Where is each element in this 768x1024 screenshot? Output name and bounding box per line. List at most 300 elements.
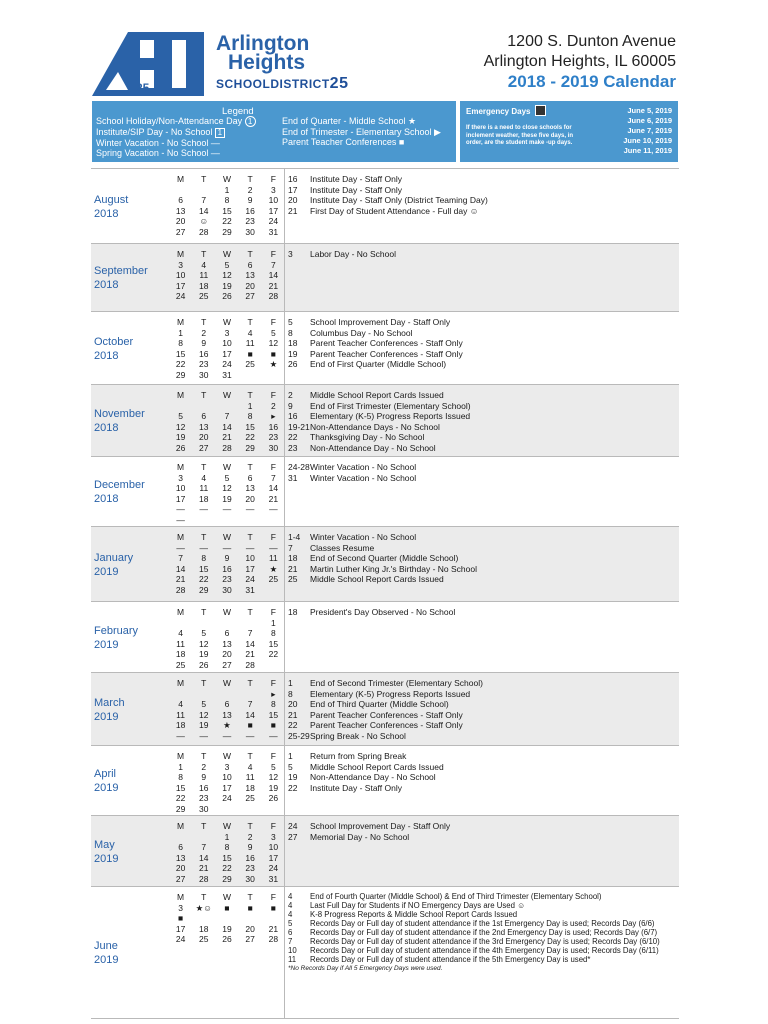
event-date: 1 xyxy=(288,678,293,688)
day-cell: 13 xyxy=(245,270,255,281)
day-cell: 18 xyxy=(175,720,186,731)
event-date: 19-21 xyxy=(288,421,310,432)
day-cell: 14 xyxy=(245,709,255,720)
emergency-dates xyxy=(623,106,672,156)
event-text: Thanksgiving Day - No School xyxy=(310,432,425,442)
event-date: 22 xyxy=(288,432,298,442)
day-cell: 13 xyxy=(245,483,255,494)
month-name: October xyxy=(94,336,134,348)
month-year: 2018 xyxy=(94,279,119,291)
day-cell: — xyxy=(222,730,232,741)
event-item xyxy=(288,249,396,260)
day-cell: 14 xyxy=(245,638,255,649)
month-grid xyxy=(169,462,285,525)
day-cell: 26 xyxy=(199,659,209,670)
weekday-header: F xyxy=(270,249,276,260)
legend-left-column xyxy=(96,116,256,159)
day-cell: 21 xyxy=(268,923,279,934)
month-name: April xyxy=(94,768,117,780)
month-row-november xyxy=(91,385,679,457)
weekday-header: F xyxy=(270,751,276,762)
event-item xyxy=(288,432,471,443)
day-cell xyxy=(239,370,262,381)
month-name: January xyxy=(94,552,134,564)
event-date: 19 xyxy=(288,348,298,359)
weekday-header: M xyxy=(177,174,185,185)
legend-item: School Holiday/Non-Attendance Day 1 xyxy=(96,116,256,127)
box-mark-icon: 1 xyxy=(215,128,225,138)
month-label xyxy=(94,407,145,435)
month-row-january xyxy=(91,527,679,602)
day-cell: ☺ xyxy=(199,216,209,227)
event-item xyxy=(288,359,463,370)
district-logo-icon xyxy=(88,30,210,98)
event-date: 5 xyxy=(288,919,293,928)
day-cell: 29 xyxy=(175,803,186,814)
day-cell: 7 xyxy=(201,195,207,206)
month-grid xyxy=(169,317,285,380)
day-cell xyxy=(262,913,285,924)
event-item xyxy=(288,390,471,401)
day-cell: 28 xyxy=(199,226,209,237)
event-item xyxy=(288,401,471,412)
month-name: March xyxy=(94,697,125,709)
weekday-header: T xyxy=(201,607,207,618)
event-text: End of Second Quarter (Middle School) xyxy=(310,553,459,563)
day-cell: 1 xyxy=(271,617,276,628)
day-cell: 15 xyxy=(175,348,186,359)
event-date: 22 xyxy=(288,782,298,793)
weekday-header: F xyxy=(270,678,276,689)
day-cell: 22 xyxy=(268,649,279,660)
address-line2: Arlington Heights, IL 60005 xyxy=(483,53,676,70)
day-cell: 6 xyxy=(178,842,183,853)
day-cell: 9 xyxy=(224,553,230,564)
day-cell: 9 xyxy=(201,772,207,783)
month-name: May xyxy=(94,839,115,851)
day-cell: 10 xyxy=(268,195,279,206)
day-cell: ★ xyxy=(223,720,231,731)
day-cell: 29 xyxy=(222,226,232,237)
day-cell: ■ xyxy=(178,913,184,924)
day-cell: 18 xyxy=(199,923,209,934)
day-cell: 16 xyxy=(199,348,209,359)
circle-mark-icon: 1 xyxy=(245,116,256,127)
day-cell: 27 xyxy=(245,934,255,945)
event-item xyxy=(288,919,660,928)
day-cell: 16 xyxy=(245,205,255,216)
month-year: 2018 xyxy=(94,422,119,434)
weekday-header: F xyxy=(270,892,276,903)
day-cell: 1 xyxy=(224,831,230,842)
event-item xyxy=(288,174,488,185)
day-cell: 10 xyxy=(175,270,186,281)
district-name-line2: Heights xyxy=(228,51,306,74)
day-cell: 6 xyxy=(224,628,230,639)
event-date: 22 xyxy=(288,720,298,730)
day-cell: 31 xyxy=(268,873,279,884)
day-cell xyxy=(215,913,238,924)
weekday-header: M xyxy=(177,462,185,473)
month-grid xyxy=(169,390,285,453)
event-text: End of Second Trimester (Elementary School) xyxy=(310,678,483,688)
day-cell: 13 xyxy=(222,638,232,649)
month-year: 2019 xyxy=(94,639,119,651)
event-date: 3 xyxy=(288,249,293,259)
day-cell: 17 xyxy=(222,348,232,359)
event-date: 19 xyxy=(288,772,298,782)
emergency-date: June 5, 2019 xyxy=(627,106,672,115)
weekday-header: T xyxy=(247,174,253,185)
event-item xyxy=(288,607,455,618)
day-cell: 13 xyxy=(199,421,209,432)
day-cell: 20 xyxy=(245,280,255,291)
day-cell: 21 xyxy=(222,432,232,443)
event-list xyxy=(288,390,471,453)
weekday-header: T xyxy=(201,532,207,543)
legend-item: Winter Vacation - No School — xyxy=(96,137,220,148)
event-date: 31 xyxy=(288,472,298,483)
day-cell: 1 xyxy=(178,327,183,338)
day-cell: 30 xyxy=(245,226,255,237)
day-cell: 24 xyxy=(268,863,279,874)
school-district-text: SCHOOLDISTRICT xyxy=(216,77,330,91)
day-cell: 11 xyxy=(268,553,278,564)
district-name-line1: Arlington xyxy=(216,32,310,55)
month-label xyxy=(94,193,128,221)
day-cell: 19 xyxy=(268,782,279,793)
day-cell: 4 xyxy=(201,472,207,483)
day-cell: 11 xyxy=(176,709,185,720)
day-cell: 20 xyxy=(222,649,232,660)
month-label xyxy=(94,335,133,363)
day-cell: 10 xyxy=(175,483,186,494)
event-item xyxy=(288,443,471,454)
event-date: 18 xyxy=(288,607,298,617)
event-date: 25 xyxy=(288,574,298,584)
day-cell: ■ xyxy=(224,902,230,913)
day-cell: 7 xyxy=(247,699,253,710)
weekday-header: T xyxy=(247,462,253,473)
legend-title: Legend xyxy=(222,106,254,117)
day-cell: 8 xyxy=(271,699,276,710)
event-list xyxy=(288,532,477,585)
day-cell: 3 xyxy=(224,327,230,338)
event-item xyxy=(288,195,488,206)
day-cell: 28 xyxy=(245,659,255,670)
event-item xyxy=(288,317,463,328)
day-cell: 30 xyxy=(222,584,232,595)
day-cell: 13 xyxy=(175,852,186,863)
day-cell: 7 xyxy=(224,411,230,422)
day-cell xyxy=(215,401,238,412)
weekday-header: W xyxy=(222,821,231,832)
day-cell: 25 xyxy=(245,359,255,370)
event-text: End of Fourth Quarter (Middle School) & End of Third Trimester (Elementary School) xyxy=(310,892,602,901)
event-date: 21 xyxy=(288,563,298,574)
event-date: 27 xyxy=(288,831,298,842)
emergency-day-icon xyxy=(535,105,546,116)
day-cell: 3 xyxy=(178,472,183,483)
event-item xyxy=(288,328,463,339)
day-cell: 11 xyxy=(245,338,255,349)
event-text: Institute Day - Staff Only xyxy=(310,782,402,793)
day-cell xyxy=(169,689,192,700)
event-date: 1 xyxy=(288,751,293,761)
day-cell: 20 xyxy=(245,493,255,504)
event-date: 24 xyxy=(288,821,298,831)
month-grid xyxy=(169,821,285,884)
day-cell xyxy=(169,618,192,629)
month-row-april xyxy=(91,746,679,816)
weekday-header: T xyxy=(201,174,207,185)
event-item xyxy=(288,928,660,937)
month-grid xyxy=(169,249,285,302)
event-date: 7 xyxy=(288,937,293,946)
event-text: End of First Quarter (Middle School) xyxy=(310,359,447,369)
day-cell: 26 xyxy=(175,442,186,453)
day-cell xyxy=(192,689,215,700)
day-cell: 24 xyxy=(175,934,186,945)
column-divider xyxy=(284,527,285,601)
weekday-header: W xyxy=(222,678,231,689)
day-cell xyxy=(215,804,238,815)
day-cell: ★☺ xyxy=(195,902,212,913)
event-text: President's Day Observed - No School xyxy=(310,607,456,617)
weekday-header: T xyxy=(201,317,207,328)
month-grid xyxy=(169,607,285,670)
day-cell: 23 xyxy=(245,216,255,227)
event-date: 26 xyxy=(288,359,298,369)
month-name: August xyxy=(94,194,129,206)
day-cell: 21 xyxy=(268,280,279,291)
day-cell xyxy=(239,913,262,924)
day-cell: 4 xyxy=(247,327,253,338)
day-cell: 6 xyxy=(178,195,183,206)
event-text: Winter Vacation - No School xyxy=(310,472,417,483)
day-cell: — xyxy=(269,504,278,515)
month-label xyxy=(94,478,145,506)
weekday-header: W xyxy=(222,607,231,618)
day-cell: 14 xyxy=(222,421,232,432)
weekday-header: F xyxy=(270,317,276,328)
day-cell: 22 xyxy=(199,574,209,585)
day-cell: 25 xyxy=(199,291,209,302)
day-cell: 15 xyxy=(222,852,232,863)
weekday-header: F xyxy=(270,532,276,543)
day-cell: 6 xyxy=(201,411,207,422)
event-text: Records Day or Full day of student attendance if the 2nd Emergency Day is used; Records Day (6/7) xyxy=(310,928,658,937)
day-cell: 2 xyxy=(201,761,207,772)
day-cell: 15 xyxy=(268,709,279,720)
event-text: Middle School Report Cards Issued xyxy=(310,390,444,400)
event-item xyxy=(288,946,660,955)
day-cell: 24 xyxy=(245,574,255,585)
day-cell: 12 xyxy=(199,709,209,720)
column-divider xyxy=(284,673,285,745)
day-cell: 14 xyxy=(199,852,209,863)
calendar-header xyxy=(0,0,768,100)
day-cell: 26 xyxy=(222,934,232,945)
day-cell: 18 xyxy=(199,280,209,291)
weekday-header: W xyxy=(222,249,231,260)
day-cell: 6 xyxy=(247,259,253,270)
event-date: 18 xyxy=(288,553,298,563)
event-text: Last Full Day for Students if NO Emergency Days are Used ☺ xyxy=(310,901,526,910)
month-year: 2019 xyxy=(94,566,119,578)
month-row-may xyxy=(91,816,679,887)
weekday-header: T xyxy=(247,607,253,618)
day-cell: 28 xyxy=(199,873,209,884)
day-cell: 11 xyxy=(176,638,185,649)
day-cell: 9 xyxy=(247,195,253,206)
address-line1: 1200 S. Dunton Avenue xyxy=(507,33,676,50)
day-cell: 5 xyxy=(224,259,230,270)
column-divider xyxy=(284,244,285,311)
event-date: 6 xyxy=(288,928,293,937)
event-item xyxy=(288,553,477,564)
column-divider xyxy=(284,169,285,243)
day-cell: 22 xyxy=(222,863,232,874)
day-cell: ■ xyxy=(270,720,276,731)
legend-panel xyxy=(92,101,456,162)
day-cell: 21 xyxy=(245,649,255,660)
event-list xyxy=(288,751,444,793)
day-cell: 17 xyxy=(175,493,186,504)
day-cell: 25 xyxy=(199,934,209,945)
day-cell: 8 xyxy=(201,553,207,564)
event-item xyxy=(288,338,463,349)
event-text: Memorial Day - No School xyxy=(310,831,410,842)
day-cell: 28 xyxy=(222,442,232,453)
event-date: 2 xyxy=(288,390,293,400)
day-cell: — xyxy=(269,542,278,553)
day-cell xyxy=(262,370,285,381)
event-item xyxy=(288,955,660,964)
day-cell: 11 xyxy=(199,483,209,494)
day-cell: 2 xyxy=(201,327,207,338)
day-cell: 21 xyxy=(175,574,186,585)
event-date: 1-4 xyxy=(288,532,301,542)
weekday-header: W xyxy=(222,462,231,473)
address-block xyxy=(484,32,676,92)
weekday-header: W xyxy=(222,317,231,328)
day-cell: 1 xyxy=(247,400,253,411)
day-cell: 27 xyxy=(222,659,232,670)
day-cell: — xyxy=(245,542,255,553)
event-text: Institute Day - Staff Only xyxy=(310,184,402,195)
event-text: Winter Vacation - No School xyxy=(310,462,417,472)
month-name: June xyxy=(94,940,118,952)
weekday-header: W xyxy=(222,390,231,401)
event-text: Return from Spring Break xyxy=(310,751,407,761)
day-cell: 13 xyxy=(175,205,186,216)
weekday-header: M xyxy=(177,249,185,260)
legend-right-column xyxy=(282,116,441,148)
weekday-header: M xyxy=(177,892,185,903)
day-cell: 30 xyxy=(245,873,255,884)
weekday-header: M xyxy=(177,607,185,618)
day-cell: 10 xyxy=(222,338,232,349)
event-item xyxy=(288,751,444,762)
event-date: 5 xyxy=(288,761,293,772)
day-cell: 12 xyxy=(199,638,209,649)
day-cell xyxy=(192,185,215,196)
day-cell: 8 xyxy=(178,772,183,783)
event-item xyxy=(288,462,416,473)
day-cell: 16 xyxy=(245,852,255,863)
event-item xyxy=(288,720,483,731)
school-district-label xyxy=(216,75,348,93)
event-text: Middle School Report Cards Issued xyxy=(310,574,444,584)
legend-item: Institute/SIP Day - No School 1 xyxy=(96,127,256,138)
day-cell: 6 xyxy=(247,472,253,483)
day-cell xyxy=(192,401,215,412)
day-cell: 20 xyxy=(199,432,209,443)
event-item xyxy=(288,832,450,843)
month-label xyxy=(94,551,133,579)
month-grid xyxy=(169,751,285,814)
day-cell: 31 xyxy=(222,369,232,380)
day-cell: 14 xyxy=(175,563,186,574)
day-cell: 23 xyxy=(222,574,232,585)
day-cell: 20 xyxy=(245,923,255,934)
day-cell: 25 xyxy=(268,574,279,585)
month-grid xyxy=(169,678,285,741)
day-cell: 18 xyxy=(175,649,186,660)
day-cell xyxy=(239,515,262,526)
day-cell: 8 xyxy=(247,411,253,422)
event-date: 9 xyxy=(288,400,293,411)
day-cell: 29 xyxy=(175,369,186,380)
day-cell: 3 xyxy=(178,902,183,913)
footnote: *No Records Day if All 5 Emergency Days were used. xyxy=(288,965,443,972)
day-cell: 24 xyxy=(222,793,232,804)
day-cell: 17 xyxy=(222,782,232,793)
day-cell xyxy=(192,832,215,843)
month-row-march xyxy=(91,673,679,746)
month-label xyxy=(94,624,138,652)
event-item xyxy=(288,422,471,433)
day-cell: 28 xyxy=(175,584,186,595)
event-item xyxy=(288,564,477,575)
day-cell: 30 xyxy=(199,803,209,814)
event-text: Spring Break - No School xyxy=(310,730,406,741)
day-cell: 27 xyxy=(175,226,186,237)
day-cell: 28 xyxy=(268,934,279,945)
event-item xyxy=(288,762,444,773)
day-cell: 16 xyxy=(199,782,209,793)
month-row-october xyxy=(91,312,679,385)
day-cell: 14 xyxy=(268,270,279,281)
event-text: Institute Day - Staff Only (District Teaming Day) xyxy=(310,195,488,205)
day-cell xyxy=(239,804,262,815)
month-year: 2019 xyxy=(94,711,119,723)
day-cell: 24 xyxy=(175,291,186,302)
day-cell: ■ xyxy=(270,902,276,913)
day-cell: — xyxy=(199,730,209,741)
emergency-text: If there is a need to close schools for inclement weather, these five days, in order, are the student make -up days. xyxy=(466,125,574,146)
day-cell: — xyxy=(245,730,255,741)
weekday-header: F xyxy=(270,390,276,401)
event-text: School Improvement Day - Staff Only xyxy=(310,821,451,831)
weekday-header: T xyxy=(247,317,253,328)
event-date: 20 xyxy=(288,195,298,205)
weekday-header: T xyxy=(247,532,253,543)
emergency-date: June 10, 2019 xyxy=(623,136,672,145)
event-date: 11 xyxy=(288,955,297,964)
event-text: Non-Attendance Day - No School xyxy=(310,442,436,453)
